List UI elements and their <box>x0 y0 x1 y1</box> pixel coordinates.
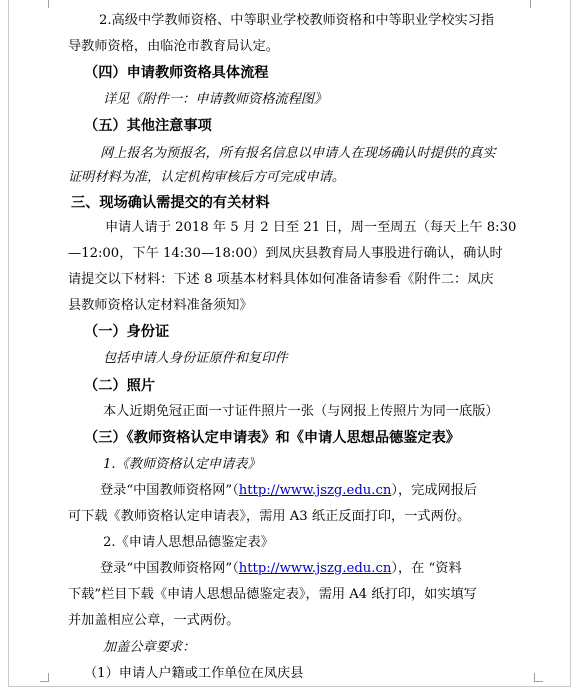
paragraph-line: —12:00，下午 14:30—18:00）到凤庆县教育局人事股进行确认，确认时 <box>68 246 503 261</box>
paragraph-line: 导教师资格，由临沧市教育局认定。 <box>68 39 279 54</box>
paragraph-line: 1.《教师资格认定申请表》 <box>103 457 261 472</box>
paragraph-line: 网上报名为预报名，所有报名信息以申请人在现场确认时提供的真实 <box>100 146 496 161</box>
jszg-website-link[interactable]: http://www.jszg.edu.cn <box>238 483 392 498</box>
paragraph-line: 下载”栏目下载《申请人思想品德鉴定表》，需用 A4 纸打印，如实填写 <box>68 587 477 602</box>
paragraph-line: （1）申请人户籍或工作单位在凤庆县 <box>84 666 304 681</box>
paragraph-line: 申请人请于 2018 年 5 月 2 日至 21 日，周一至周五（每天上午 8:30 <box>105 220 517 235</box>
paragraph-line: 并加盖相应公章，一式两份。 <box>68 613 240 628</box>
paragraph-line: 加盖公章要求： <box>103 640 196 655</box>
crop-mark-top-left <box>40 0 49 8</box>
paragraph-line: 本人近期免冠正面一寸证件照片一张（与网报上传照片为同一底版） <box>103 404 499 419</box>
paragraph-line <box>100 481 477 501</box>
paragraph-line <box>100 559 462 579</box>
paragraph-line: 2.《申请人思想品德鉴定表》 <box>103 535 274 550</box>
paragraph-line: 详见《附件一：申请教师资格流程图》 <box>103 92 328 107</box>
paragraph-line: 县教师资格认定材料准备须知》 <box>68 298 253 313</box>
section-heading: 三、现场确认需提交的有关材料 <box>71 195 270 211</box>
paragraph-line: 包括申请人身份证原件和复印件 <box>103 351 288 366</box>
crop-mark-bottom-left <box>40 673 49 682</box>
line-text-before-link: 登录“中国教师资格网”（ <box>100 561 239 576</box>
paragraph-line: 可下载《教师资格认定申请表》，需用 A3 纸正反面打印，一式两份。 <box>68 509 471 524</box>
line-text-before-link: 登录“中国教师资格网”（ <box>100 483 239 498</box>
line-text-after-link: ），完成网报后 <box>391 483 478 498</box>
paragraph-line: 2.高级中学教师资格、中等职业学校教师资格和中等职业学校实习指 <box>99 13 495 28</box>
section-heading: （四）申请教师资格具体流程 <box>84 65 269 81</box>
section-heading: （一）身份证 <box>84 324 170 340</box>
crop-mark-top-right <box>530 0 539 8</box>
paragraph-line: 请提交以下材料：下述 8 项基本材料具体如何准备请参看《附件二：凤庆 <box>68 272 494 287</box>
line-text-after-link: ），在 “资料 <box>391 561 462 576</box>
paragraph-line: 证明材料为准，认定机构审核后方可完成申请。 <box>68 170 345 185</box>
section-heading: （五）其他注意事项 <box>84 118 212 134</box>
crop-mark-bottom-right <box>534 673 543 682</box>
section-heading: （二）照片 <box>84 378 155 394</box>
jszg-website-link[interactable]: http://www.jszg.edu.cn <box>238 561 392 576</box>
section-heading: （三）《教师资格认定申请表》和《申请人思想品德鉴定表》 <box>84 430 460 446</box>
